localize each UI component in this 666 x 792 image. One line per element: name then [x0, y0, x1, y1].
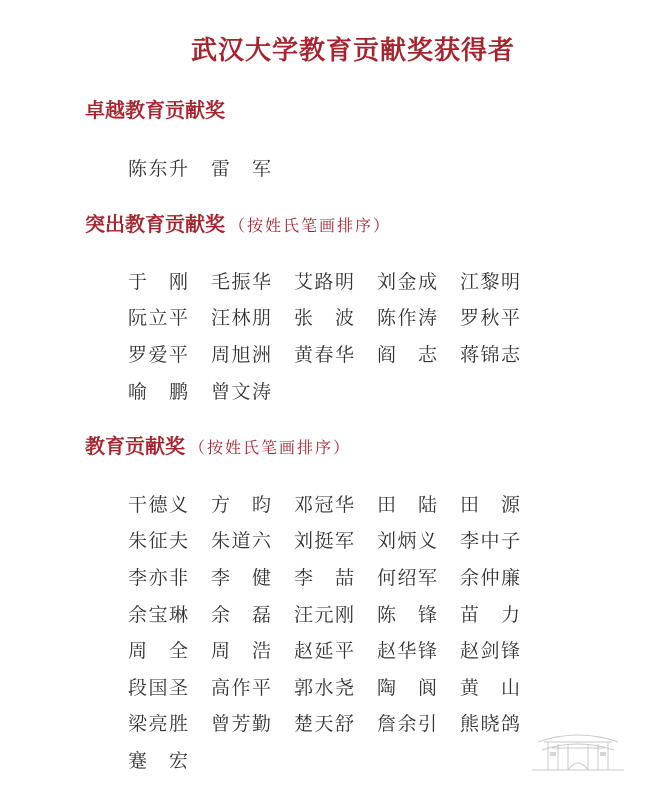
name-text: 雷 军: [211, 157, 271, 180]
name-item: [294, 631, 377, 668]
name-item: [211, 705, 294, 742]
name-item: [211, 372, 294, 409]
name-text: 李 亦 非: [128, 566, 188, 589]
name-item: [211, 631, 294, 668]
name-text: 邓 冠 华: [294, 493, 354, 516]
name-item: [377, 631, 460, 668]
name-text: 罗 爱 平: [128, 343, 188, 366]
name-item: [211, 485, 294, 522]
name-item: [294, 705, 377, 742]
name-item: [128, 705, 211, 742]
name-item: [128, 372, 211, 409]
name-item: [294, 335, 377, 372]
name-text: 余 仲 廉: [460, 566, 520, 589]
name-item: [294, 668, 377, 705]
name-item: [211, 262, 294, 299]
name-item: [460, 485, 543, 522]
name-text: 周 浩: [211, 640, 271, 663]
name-text: 刘 金 成: [377, 270, 437, 293]
name-item: [211, 299, 294, 336]
name-item: [294, 485, 377, 522]
name-text: 江 黎 明: [460, 270, 520, 293]
name-item: [294, 522, 377, 559]
name-text: 陈 锋: [377, 603, 437, 626]
name-text: 曾 文 涛: [211, 380, 271, 403]
name-item: [460, 335, 543, 372]
name-item: [377, 262, 460, 299]
sort-note: （按姓氏笔画排序）: [229, 216, 392, 235]
name-text: 黄 春 华: [294, 343, 354, 366]
name-text: 赵 剑 锋: [460, 640, 520, 663]
section-heading-contribution: [85, 430, 351, 459]
name-item: [211, 558, 294, 595]
name-item: [128, 485, 211, 522]
name-item: [211, 149, 294, 186]
name-text: 周 全: [128, 640, 188, 663]
name-text: 李 喆: [294, 566, 354, 589]
name-item: [128, 299, 211, 336]
name-text: 梁 亮 胜: [128, 713, 188, 736]
name-item: [377, 299, 460, 336]
name-item: [294, 262, 377, 299]
name-text: 蹇 宏: [128, 749, 188, 772]
name-text: 余 宝 琳: [128, 603, 188, 626]
name-item: [128, 522, 211, 559]
name-item: [128, 595, 211, 632]
name-text: 朱 道 六: [211, 530, 271, 553]
name-text: 楚 天 舒: [294, 713, 354, 736]
name-list-outstanding: [128, 262, 548, 408]
name-text: 蒋 锦 志: [460, 343, 520, 366]
name-text: 毛 振 华: [211, 270, 271, 293]
name-list-contribution: [128, 485, 548, 778]
name-text: 艾 路 明: [294, 270, 354, 293]
name-item: [294, 299, 377, 336]
name-text: 罗 秋 平: [460, 307, 520, 330]
section-heading-label: 突出教育贡献奖: [85, 212, 225, 236]
name-text: 熊 晓 鸽: [460, 713, 520, 736]
section-heading-outstanding: [85, 208, 391, 237]
name-item: [377, 705, 460, 742]
name-item: [460, 668, 543, 705]
name-text: 苗 力: [460, 603, 520, 626]
sort-note: （按姓氏笔画排序）: [189, 438, 352, 457]
name-text: 曾 芳 勤: [211, 713, 271, 736]
section-heading-label: 教育贡献奖: [85, 434, 185, 458]
name-item: [460, 262, 543, 299]
name-item: [377, 595, 460, 632]
name-text: 陈 东 升: [128, 157, 188, 180]
name-text: 汪 林 朋: [211, 307, 271, 330]
name-text: 段 国 圣: [128, 676, 188, 699]
name-item: [211, 335, 294, 372]
name-item: [460, 558, 543, 595]
name-text: 高 作 平: [211, 676, 271, 699]
name-text: 陶 阆: [377, 676, 437, 699]
name-item: [294, 558, 377, 595]
name-text: 阮 立 平: [128, 307, 188, 330]
name-text: 于 刚: [128, 270, 188, 293]
name-text: 张 波: [294, 307, 354, 330]
name-text: 詹 余 引: [377, 713, 437, 736]
name-text: 方 昀: [211, 493, 271, 516]
name-item: [211, 522, 294, 559]
name-item: [211, 595, 294, 632]
name-item: [377, 522, 460, 559]
section-heading-excellent: [85, 94, 225, 123]
name-item: [294, 595, 377, 632]
name-item: [128, 558, 211, 595]
name-list-excellent: [128, 149, 548, 186]
name-text: 汪 元 刚: [294, 603, 354, 626]
name-item: [377, 558, 460, 595]
name-item: [128, 631, 211, 668]
name-text: 陈 作 涛: [377, 307, 437, 330]
name-text: 朱 征 夫: [128, 530, 188, 553]
name-text: 赵 延 平: [294, 640, 354, 663]
name-item: [377, 335, 460, 372]
name-text: 阎 志: [377, 343, 437, 366]
section-heading-label: 卓越教育贡献奖: [85, 98, 225, 122]
page-title: 武汉大学教育贡献奖获得者: [190, 36, 515, 66]
name-text: 李 中 子: [460, 530, 520, 553]
name-item: [460, 522, 543, 559]
name-item: [128, 668, 211, 705]
name-item: [377, 668, 460, 705]
name-item: [460, 631, 543, 668]
name-text: 李 健: [211, 566, 271, 589]
name-item: [377, 485, 460, 522]
name-text: 刘 炳 义: [377, 530, 437, 553]
name-item: [128, 149, 211, 186]
name-text: 何 绍 军: [377, 566, 437, 589]
gate-illustration-icon: [528, 720, 628, 776]
name-text: 赵 华 锋: [377, 640, 437, 663]
name-text: 周 旭 洲: [211, 343, 271, 366]
name-text: 黄 山: [460, 676, 520, 699]
name-item: [128, 262, 211, 299]
name-text: 田 陆: [377, 493, 437, 516]
name-text: 喻 鹏: [128, 380, 188, 403]
name-item: [460, 299, 543, 336]
name-item: [460, 595, 543, 632]
name-text: 刘 挺 军: [294, 530, 354, 553]
name-item: [128, 335, 211, 372]
name-text: 干 德 义: [128, 493, 188, 516]
name-text: 田 源: [460, 493, 520, 516]
name-item: [211, 668, 294, 705]
name-item: [128, 741, 211, 778]
name-text: 郭 水 尧: [294, 676, 354, 699]
name-text: 余 磊: [211, 603, 271, 626]
